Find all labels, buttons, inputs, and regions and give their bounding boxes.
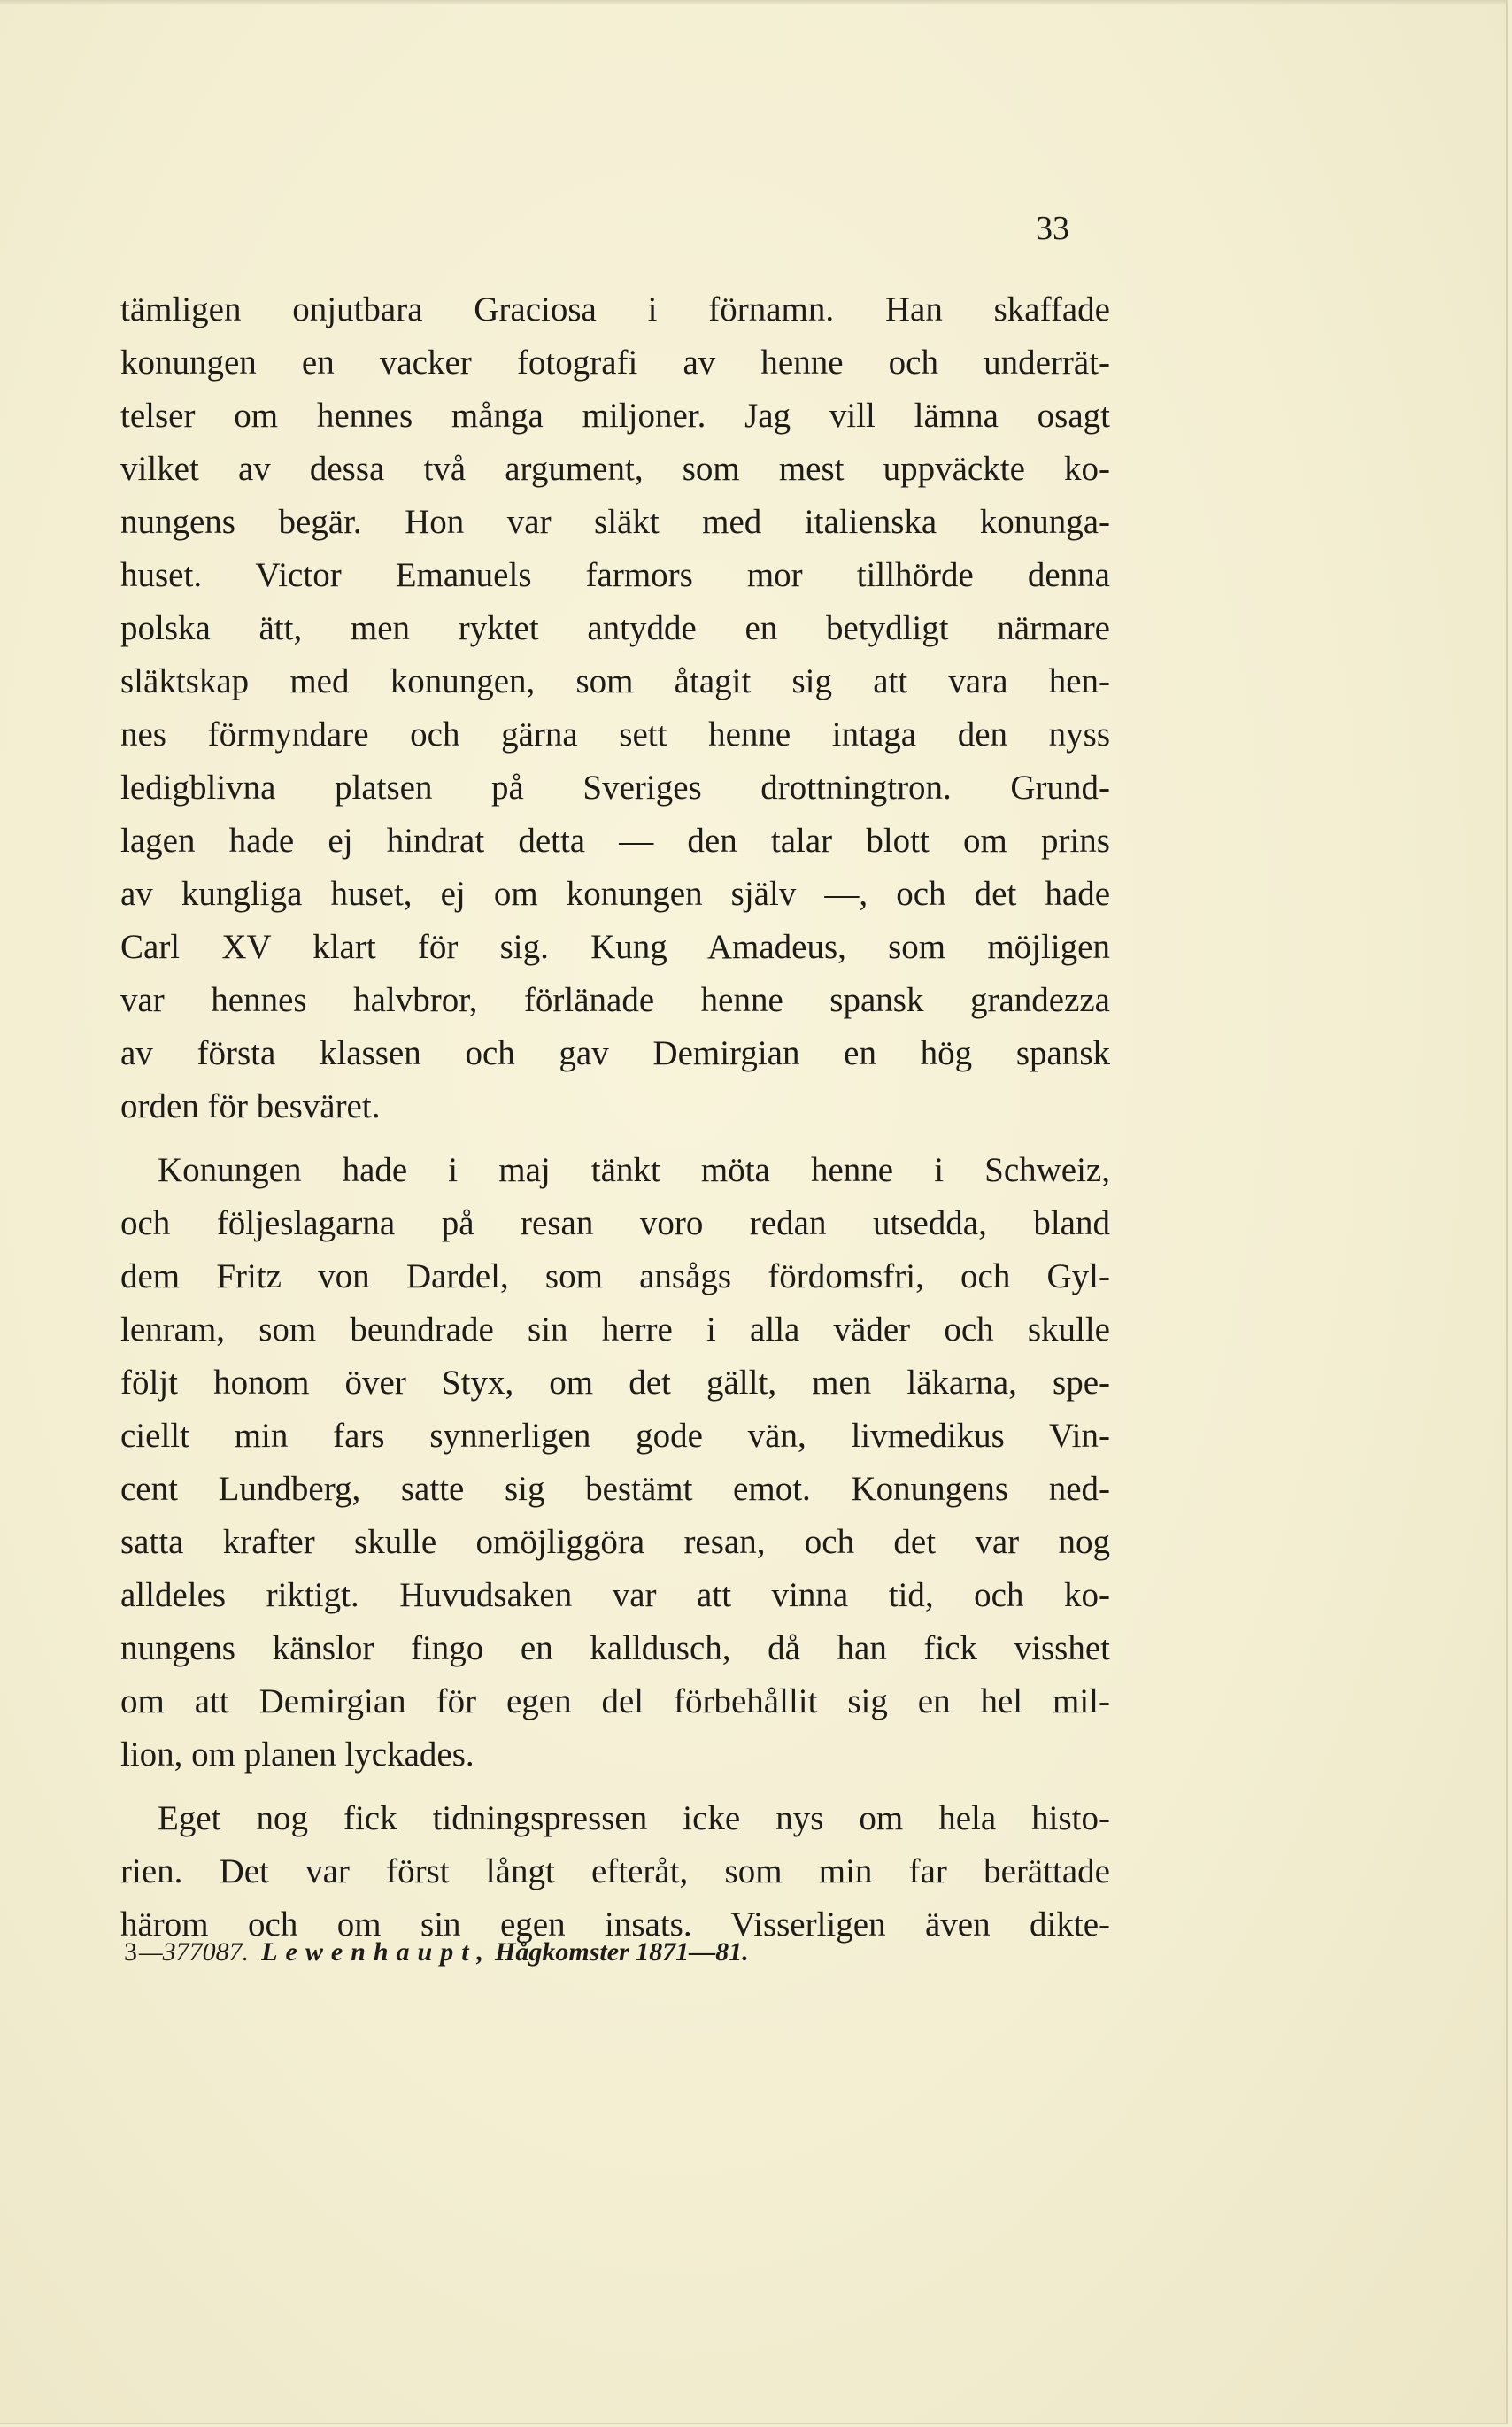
text-line: av första klassen och gav Demirgian en hög spansk xyxy=(120,1034,1110,1072)
text-line: och följeslagarna på resan voro redan utsedda, bland xyxy=(120,1204,1110,1242)
text-line: härom och om sin egen insats. Visserligen även dikte- xyxy=(120,1905,1110,1944)
text-line: cent Lundberg, satte sig bestämt emot. Konungens ned- xyxy=(120,1470,1110,1508)
text-line: Konungen hade i maj tänkt möta henne i Schweiz, xyxy=(158,1151,1110,1189)
text-line: ciellt min fars synnerligen gode vän, livmedikus Vin- xyxy=(120,1417,1110,1455)
text-line: av kungliga huset, ej om konungen själv —, och det hade xyxy=(120,875,1110,913)
text-line: nungens begär. Hon var släkt med italienska konunga- xyxy=(120,503,1110,541)
text-line: nungens känslor fingo en kalldusch, då han fick visshet xyxy=(120,1629,1110,1667)
author-name: Lewenhaupt, xyxy=(261,1937,492,1967)
paragraph-3 xyxy=(120,1792,1110,1952)
text-line: tämligen onjutbara Graciosa i förnamn. Han skaffade xyxy=(120,290,1110,328)
text-line: telser om hennes många miljoner. Jag vill lämna osagt xyxy=(120,397,1110,435)
signature-number: 3 xyxy=(124,1937,137,1967)
text-line: konungen en vacker fotografi av henne och underrät- xyxy=(120,344,1110,382)
printer-signature-line xyxy=(124,1935,749,1970)
text-line: alldeles riktigt. Huvudsaken var att vinna tid, och ko- xyxy=(120,1576,1110,1614)
text-line: var hennes halvbror, förlänade henne spansk grandezza xyxy=(120,981,1110,1019)
text-line: ledigblivna platsen på Sveriges drottningtron. Grund- xyxy=(120,769,1110,807)
paragraph-2 xyxy=(120,1144,1110,1782)
page-top-edge xyxy=(0,0,1508,5)
text-line: följt honom över Styx, om det gällt, men läkarna, spe- xyxy=(120,1364,1110,1402)
text-line: orden för besväret. xyxy=(120,1087,381,1125)
book-title: Hågkomster 1871—81. xyxy=(495,1937,749,1967)
text-line: vilket av dessa två argument, som mest uppväckte ko- xyxy=(120,450,1110,488)
body-text xyxy=(120,283,1110,1962)
text-line: huset. Victor Emanuels farmors mor tillhörde denna xyxy=(120,556,1110,594)
signature-code: —377087. xyxy=(139,1937,250,1967)
page-number: 33 xyxy=(1036,210,1069,247)
text-line: rien. Det var först långt efteråt, som min far berättade xyxy=(120,1852,1110,1890)
text-line: Eget nog fick tidningspressen icke nys om hela histo- xyxy=(158,1799,1110,1837)
text-line: lagen hade ej hindrat detta — den talar blott om prins xyxy=(120,822,1110,860)
text-line: om att Demirgian för egen del förbehållit sig en hel mil- xyxy=(120,1682,1110,1720)
text-line: Carl XV klart för sig. Kung Amadeus, som möjligen xyxy=(120,928,1110,966)
text-line: polska ätt, men ryktet antydde en betydligt närmare xyxy=(120,609,1110,647)
text-line: satta krafter skulle omöjliggöra resan, och det var nog xyxy=(120,1523,1110,1561)
text-line: lenram, som beundrade sin herre i alla väder och skulle xyxy=(120,1310,1110,1349)
text-line: dem Fritz von Dardel, som ansågs fördomsfri, och Gyl- xyxy=(120,1257,1110,1295)
text-line: släktskap med konungen, som åtagit sig att vara hen- xyxy=(120,662,1110,700)
text-line: lion, om planen lyckades. xyxy=(120,1735,474,1774)
paragraph-1 xyxy=(120,283,1110,1133)
text-line: nes förmyndare och gärna sett henne intaga den nyss xyxy=(120,715,1110,754)
